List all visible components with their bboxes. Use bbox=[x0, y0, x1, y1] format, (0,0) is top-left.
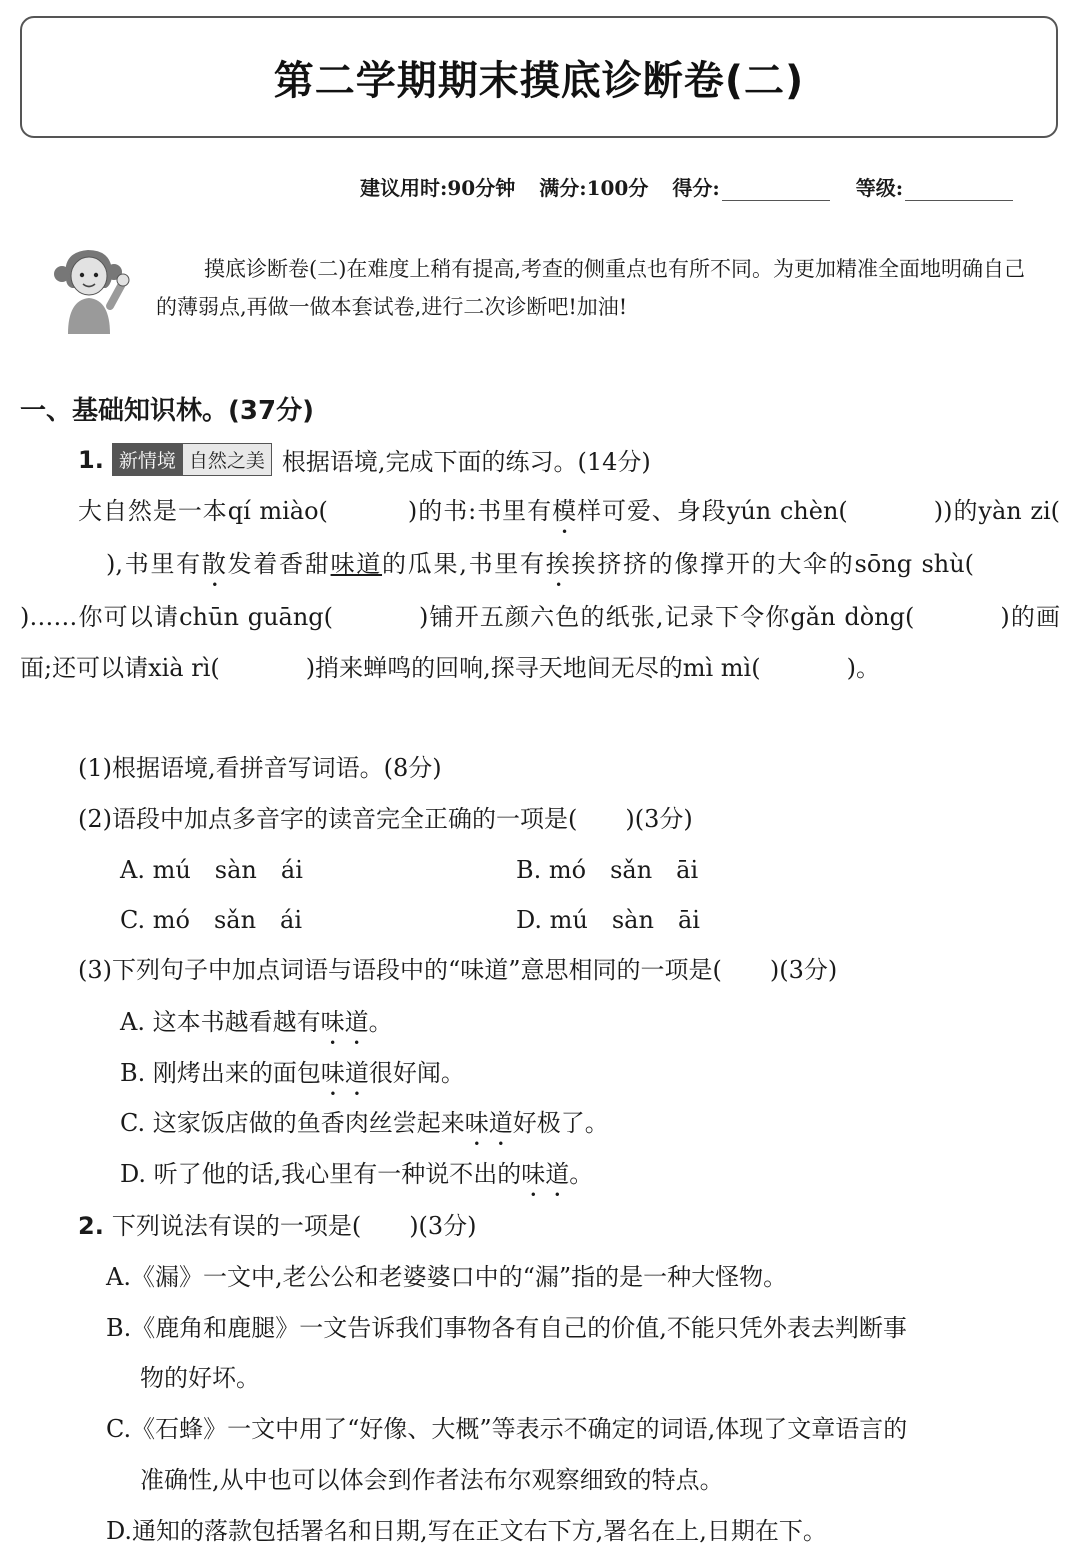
choice-a[interactable]: A. mú sàn ái bbox=[120, 856, 303, 884]
title-box bbox=[20, 16, 1058, 138]
choice-c[interactable] bbox=[120, 1103, 609, 1151]
choice-b[interactable] bbox=[120, 1053, 465, 1101]
choice-b[interactable]: B.《鹿角和鹿腿》一文告诉我们事物各有自己的价值,不能只凭外表去判断事 bbox=[106, 1314, 907, 1342]
choice-b-continued: 物的好坏。 bbox=[140, 1364, 260, 1392]
choice-a[interactable] bbox=[120, 1002, 393, 1050]
dotted-char: 挨 bbox=[545, 550, 572, 578]
context-paragraph: 大自然是一本qí miào( )的书:书里有模样可爱、身段yún chèn( ))的yàn zi(),书里有散发着香甜味道的瓜果,书里有挨挨挤挤的像撑开的大伞的sōng shù()……你可以请chūn guāng( )铺开五颜六色的纸张,记录下令你gǎn dòng( )的画面;还可以请xià rì( )捎来蝉鸣的回响,探寻天地间无尽的mì mì( )。 bbox=[20, 497, 1061, 682]
sub-question-1: (1)根据语境,看拼音写词语。(8分) bbox=[78, 754, 442, 782]
para-seg: ),书里有 bbox=[106, 550, 202, 578]
grade-blank[interactable] bbox=[905, 174, 1013, 201]
question-number: 2. bbox=[78, 1212, 104, 1240]
section-heading: 一、基础知识林。(37分) bbox=[20, 396, 314, 426]
time-limit: 建议用时:90分钟 bbox=[360, 176, 516, 200]
option-text: B. 刚烤出来的面包 bbox=[120, 1059, 321, 1087]
dotted-word: 味道 bbox=[320, 1008, 369, 1036]
para-seg: )……你可以请chūn guāng( bbox=[20, 603, 334, 631]
option-text: D. 听了他的话,我心里有一种说不出的 bbox=[120, 1160, 522, 1188]
intro-text: 摸底诊断卷(二)在难度上稍有提高,考查的侧重点也有所不同。为更加精准全面地明确自己的薄弱点,再做一做本套试卷,进行二次诊断吧!加油! bbox=[156, 257, 1026, 319]
option-text: 。 bbox=[368, 1008, 393, 1036]
para-seg: )铺开五颜六色的纸张,记录下令你gǎn dòng( bbox=[419, 603, 915, 631]
para-seg: 挨挤挤的像撑开的大伞的sōng shù( bbox=[571, 550, 975, 578]
option-text: C. 这家饭店做的鱼香肉丝尝起来 bbox=[120, 1109, 465, 1137]
grade-field bbox=[856, 172, 1013, 201]
dotted-char: 散 bbox=[201, 550, 228, 578]
new-context-badge: 新情境 bbox=[112, 443, 183, 476]
para-seg: )。 bbox=[846, 654, 880, 682]
para-seg: )的书:书里有 bbox=[407, 497, 553, 525]
score-label: 得分: bbox=[672, 176, 720, 200]
question-1-header bbox=[78, 442, 651, 477]
question-number: 1. bbox=[78, 445, 104, 474]
dotted-word: 味道 bbox=[521, 1160, 570, 1188]
para-seg: )的画面;还可以请xià rì( bbox=[20, 603, 1060, 682]
full-score: 满分:100分 bbox=[539, 176, 649, 200]
score-field bbox=[672, 172, 829, 201]
choice-d[interactable] bbox=[120, 1154, 593, 1202]
girl-mascot-icon bbox=[48, 242, 138, 334]
para-seg: )捎来蝉鸣的回响,探寻天地间无尽的mì mì( bbox=[305, 654, 761, 682]
choice-c[interactable]: C. mó sǎn ái bbox=[120, 906, 303, 934]
choice-a[interactable]: A.《漏》一文中,老公公和老婆婆口中的“漏”指的是一种大怪物。 bbox=[106, 1263, 788, 1291]
question-2-header bbox=[78, 1206, 477, 1241]
option-text: 很好闻。 bbox=[368, 1059, 465, 1087]
para-seg: 发着香甜 bbox=[227, 550, 331, 578]
question-1-text: 根据语境,完成下面的练习。(14分) bbox=[281, 448, 651, 476]
sub-question-3: (3)下列句子中加点词语与语段中的“味道”意思相同的一项是( )(3分) bbox=[78, 956, 838, 984]
para-seg: 样可爱、身段yún chèn( bbox=[577, 497, 848, 525]
choice-d[interactable]: D. mú sàn āi bbox=[516, 906, 700, 934]
option-text: A. 这本书越看越有 bbox=[120, 1008, 321, 1036]
dotted-word: 味道 bbox=[320, 1059, 369, 1087]
theme-badge: 自然之美 bbox=[183, 443, 272, 476]
choice-c[interactable]: C.《石蜂》一文中用了“好像、大概”等表示不确定的词语,体现了文章语言的 bbox=[106, 1415, 908, 1443]
dotted-word: 味道 bbox=[464, 1109, 513, 1137]
grade-label: 等级: bbox=[855, 176, 904, 200]
dotted-char: 模 bbox=[552, 497, 578, 525]
option-text: 好极了。 bbox=[512, 1109, 609, 1137]
page-title: 第二学期期末摸底诊断卷(二) bbox=[273, 57, 805, 104]
option-text: 。 bbox=[569, 1160, 594, 1188]
exam-meta bbox=[360, 172, 1060, 201]
choice-d[interactable]: D.通知的落款包括署名和日期,写在正文右下方,署名在上,日期在下。 bbox=[106, 1517, 827, 1545]
question-2-text: 下列说法有误的一项是( )(3分) bbox=[111, 1212, 477, 1240]
para-seg: 的瓜果,书里有 bbox=[382, 550, 546, 578]
para-seg: 大自然是一本qí miào( bbox=[78, 497, 328, 525]
sub-question-2: (2)语段中加点多音字的读音完全正确的一项是( )(3分) bbox=[78, 805, 693, 833]
para-seg: )的yàn zi( bbox=[943, 497, 1061, 525]
score-blank[interactable] bbox=[722, 174, 830, 201]
choice-b[interactable]: B. mó sǎn āi bbox=[516, 856, 699, 884]
underlined-word: 味道 bbox=[330, 550, 383, 578]
choice-c-continued: 准确性,从中也可以体会到作者法布尔观察细致的特点。 bbox=[140, 1466, 724, 1494]
